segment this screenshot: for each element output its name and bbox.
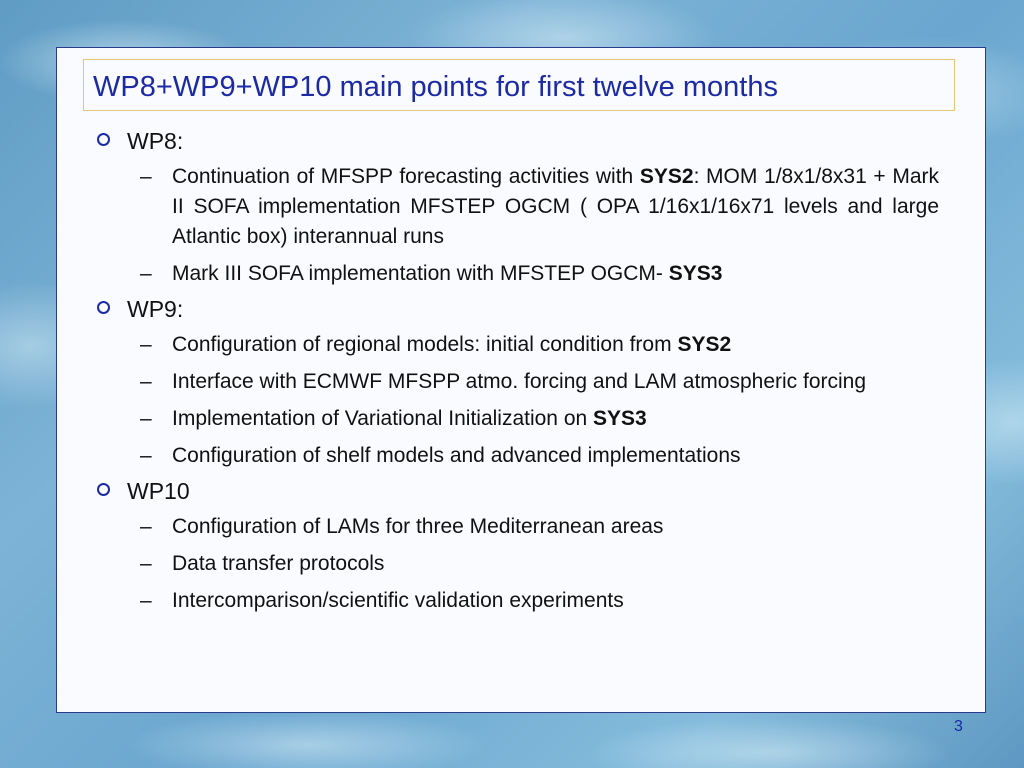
page-number: 3 — [954, 718, 963, 735]
item-text: Interface with ECMWF MFSPP atmo. forcing and LAM atmospheric forcing — [172, 370, 867, 393]
item-bold-text: SYS2 — [677, 333, 732, 356]
slide-panel — [56, 47, 986, 713]
dash-bullet: – — [140, 262, 152, 285]
section-heading — [97, 296, 939, 323]
dash-bullet: – — [140, 515, 152, 538]
section-heading — [97, 478, 939, 505]
item-text-tail: : MOM 1/8x1/8x31 + Mark II SOFA implementation MFSTEP OGCM ( OPA 1/16x1/16x71 levels and large Atlantic box) interannual runs — [172, 165, 939, 248]
item-text: Mark III SOFA implementation with MFSTEP OGCM- — [172, 262, 669, 285]
title-box — [83, 59, 955, 111]
ring-bullet-icon — [97, 133, 110, 146]
item-bold-text: SYS3 — [593, 407, 647, 430]
list-item — [97, 512, 939, 542]
section-heading-text: WP10 — [127, 478, 190, 504]
list-item — [97, 330, 939, 360]
item-text: Intercomparison/scientific validation experiments — [172, 589, 624, 612]
dash-bullet: – — [140, 444, 152, 467]
ring-bullet-icon — [97, 301, 110, 314]
list-item — [97, 367, 939, 397]
dash-bullet: – — [140, 333, 152, 356]
list-item — [97, 162, 939, 252]
item-bold-text: SYS2 — [639, 165, 694, 188]
item-text: Continuation of MFSPP forecasting activities with — [172, 165, 640, 188]
dash-bullet: – — [140, 370, 152, 393]
slide-content — [97, 128, 939, 623]
item-text: Configuration of shelf models and advanced implementations — [172, 444, 741, 467]
ring-bullet-icon — [97, 483, 110, 496]
list-item — [97, 259, 939, 289]
dash-bullet: – — [140, 552, 152, 575]
list-item — [97, 441, 939, 471]
list-item — [97, 404, 939, 434]
dash-bullet: – — [140, 165, 152, 188]
item-text: Configuration of LAMs for three Mediterranean areas — [172, 515, 664, 538]
list-item — [97, 549, 939, 579]
dash-bullet: – — [140, 589, 152, 612]
section-heading — [97, 128, 939, 155]
section-heading-text: WP9: — [127, 296, 184, 322]
item-text: Implementation of Variational Initialization on — [172, 407, 594, 430]
slide-title: WP8+WP9+WP10 main points for first twelve months — [93, 71, 778, 103]
item-bold-text: SYS3 — [668, 262, 723, 285]
list-item — [97, 586, 939, 616]
item-text: Data transfer protocols — [172, 552, 385, 575]
item-text: Configuration of regional models: initial condition from — [172, 333, 678, 356]
dash-bullet: – — [140, 407, 152, 430]
section-heading-text: WP8: — [127, 128, 184, 154]
